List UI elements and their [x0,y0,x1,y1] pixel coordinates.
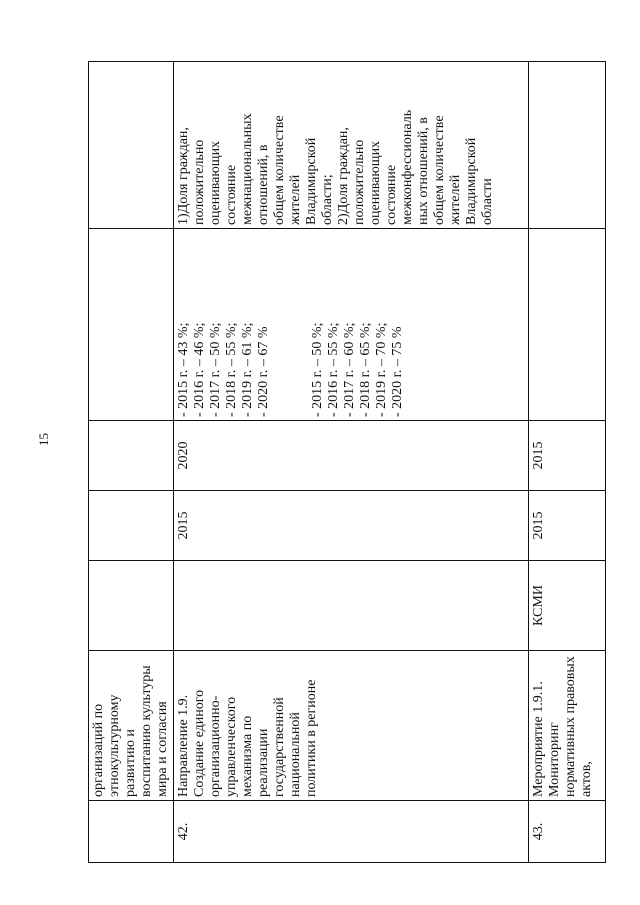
target-line: - 2019 г. – 70 %; [374,322,389,417]
table-row [89,62,174,863]
indicator-line: оценивающих [368,140,383,225]
target-line: - 2015 г. – 50 %; [310,322,325,417]
indicator-line: ных отношений, в [416,117,431,225]
indicator-line: отношений, в [256,144,271,225]
indicator-line: Владимирской [304,137,319,225]
indicator-line: 2)Доля граждан, [336,127,351,225]
activity-name: Направление 1.9. Создание единого организационно-управленческого механизма по реализации государственной национальной политики в регионе [174,651,529,801]
indicator-line: общем количестве [432,115,447,225]
target-line: - 2017 г. – 60 %; [342,322,357,417]
target-line: - 2016 г. – 46 %; [192,322,207,417]
indicator-line: области [480,178,495,225]
activity-name: организаций по этнокультурному развитию и воспитанию культуры мира и согласия [89,651,174,801]
indicator-line: оценивающих [208,140,223,225]
row-number: 42. [174,801,529,863]
end-year: 2015 [529,421,606,491]
table-row [529,62,606,863]
page-number: 15 [36,433,51,446]
table-row [174,62,529,863]
indicator-cell [89,62,174,229]
target-line: - 2019 г. – 61 %; [240,322,255,417]
indicator-line: области; [320,174,335,225]
indicator-line: межнациональных [240,113,255,225]
indicator-line: жителей [288,174,303,225]
indicator-line: положительно [352,139,367,225]
indicator-line: 1)Доля граждан, [176,127,191,225]
target-line: - 2016 г. – 55 %; [326,322,341,417]
target-line: - 2017 г. – 50 %; [208,322,223,417]
end-year: 2020 [174,421,529,491]
target-line: - 2020 г. – 67 % [256,326,271,417]
indicator-line: положительно [192,139,207,225]
executor-cell [174,561,529,651]
program-table [88,61,606,863]
row-number [89,801,174,863]
target-line: - 2020 г. – 75 % [390,326,405,417]
indicator-cell [529,62,606,229]
indicator-line: общем количестве [272,115,287,225]
activity-name: Мероприятие 1.9.1. Мониторинг нормативных правовых актов, [529,651,606,801]
indicator-line: состояние [224,164,239,225]
indicator-line: жителей [448,174,463,225]
start-year: 2015 [174,491,529,561]
indicator-line: состояние [384,164,399,225]
indicator-cell [174,62,529,229]
start-year [89,491,174,561]
end-year [89,421,174,491]
executor-cell: КСМИ [529,561,606,651]
target-values-cell [529,229,606,421]
rotated-table-wrapper [88,62,603,863]
start-year: 2015 [529,491,606,561]
indicator-line: межконфессиональ [400,109,415,225]
row-number: 43. [529,801,606,863]
target-line: - 2018 г. – 55 %; [224,322,239,417]
executor-cell [89,561,174,651]
target-line: - 2018 г. – 65 %; [358,322,373,417]
target-values-cell [89,229,174,421]
indicator-line: Владимирской [464,137,479,225]
target-line: - 2015 г. – 43 %; [176,322,191,417]
target-values-cell [174,229,529,421]
target-spacer [272,232,310,417]
